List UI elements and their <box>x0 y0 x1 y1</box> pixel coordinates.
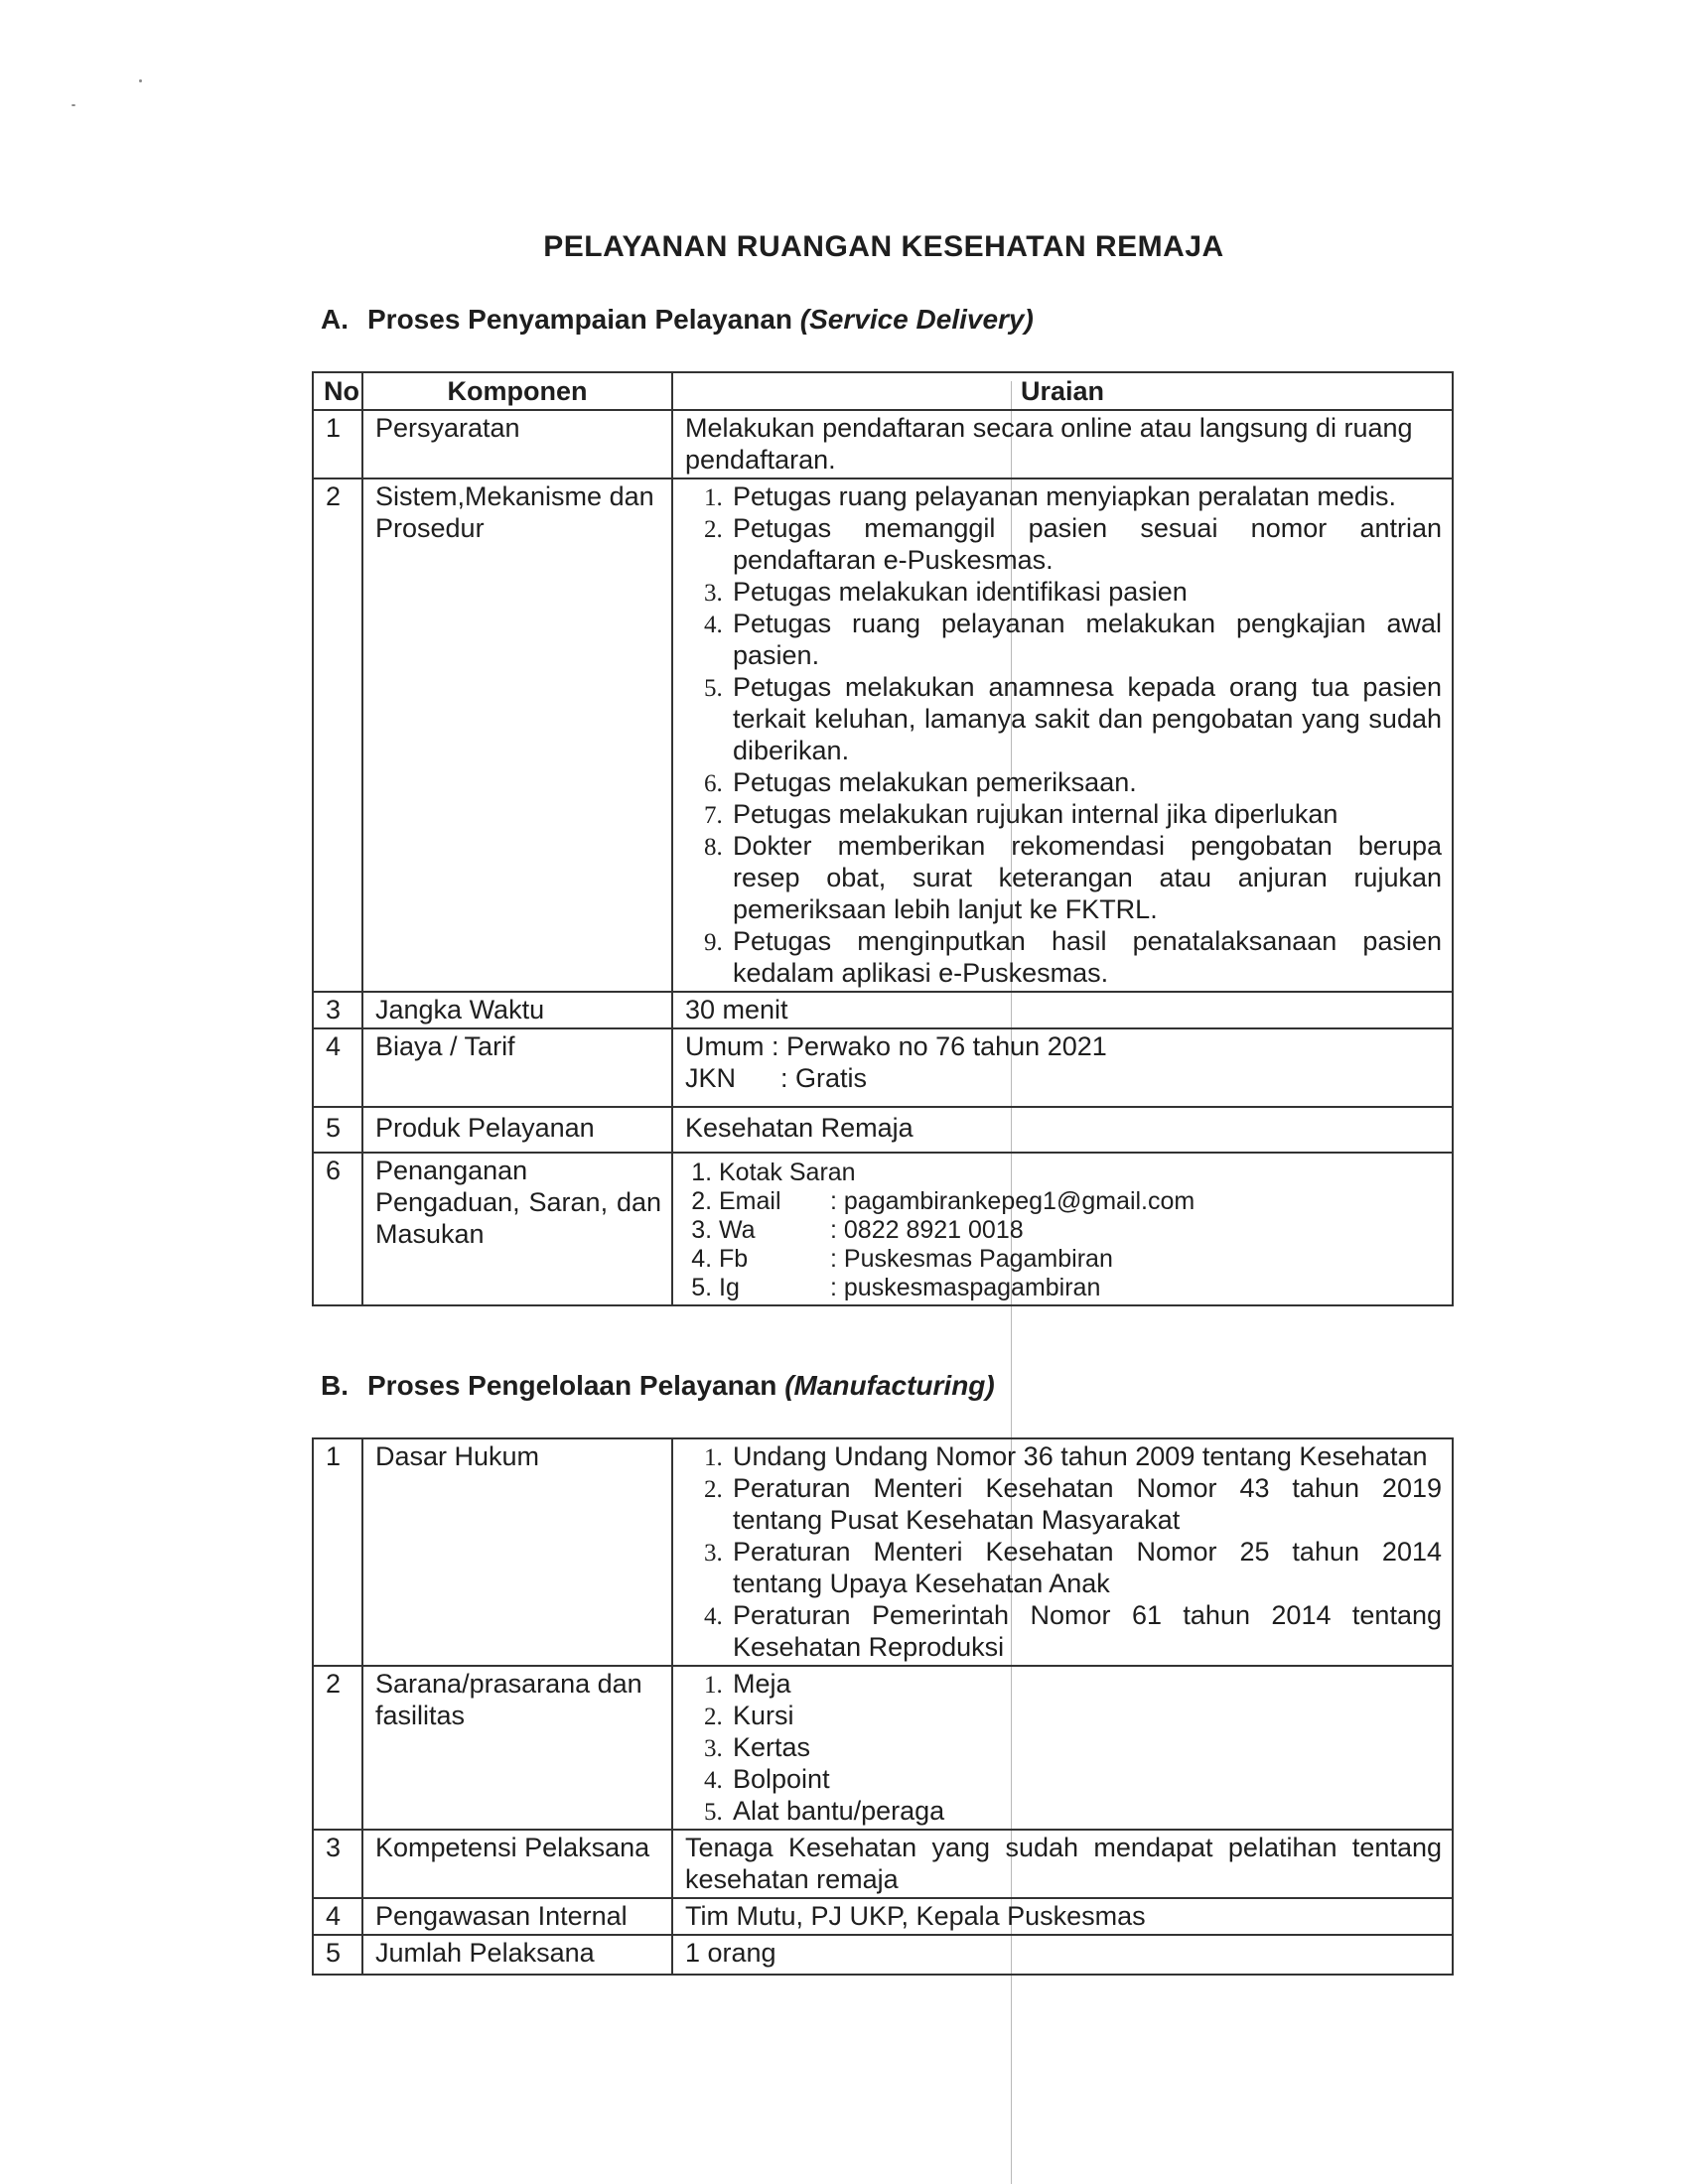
legal-basis-list <box>685 1440 1442 1663</box>
list-item: 4. Bolpoint <box>729 1763 1442 1795</box>
table-row <box>313 1898 1453 1935</box>
list-item: 1. Meja <box>729 1668 1442 1700</box>
table-header-row <box>313 372 1453 410</box>
row-komponen: Penanganan Pengaduan, Saran, dan Masukan <box>362 1153 672 1305</box>
list-item: 5. Petugas melakukan anamnesa kepada orang tua pasien terkait keluhan, lamanya sakit dan pengobatan yang sudah diberikan. <box>729 671 1442 766</box>
column-header-no: No <box>313 372 362 410</box>
row-uraian: Tim Mutu, PJ UKP, Kepala Puskesmas <box>672 1898 1453 1935</box>
row-no: 5 <box>313 1107 362 1153</box>
row-no: 1 <box>313 410 362 478</box>
row-uraian: Tenaga Kesehatan yang sudah mendapat pelatihan tentang kesehatan remaja <box>672 1830 1453 1898</box>
contact-value: : puskesmaspagambiran <box>830 1274 1101 1301</box>
row-komponen: Produk Pelayanan <box>362 1107 672 1153</box>
list-item: 3. Kertas <box>729 1731 1442 1763</box>
table-row <box>313 992 1453 1028</box>
row-no: 5 <box>313 1935 362 1975</box>
contact-value: : 0822 8921 0018 <box>830 1216 1024 1244</box>
list-item: 2. Kursi <box>729 1700 1442 1731</box>
list-item: 7. Petugas melakukan rujukan internal jika diperlukan <box>729 798 1442 830</box>
table-row <box>313 1028 1453 1107</box>
row-uraian <box>672 1438 1453 1666</box>
row-no: 3 <box>313 992 362 1028</box>
list-item: 5. Alat bantu/peraga <box>729 1795 1442 1827</box>
row-no: 4 <box>313 1898 362 1935</box>
list-item: 1. Petugas ruang pelayanan menyiapkan peralatan medis. <box>729 480 1442 512</box>
row-uraian: Kesehatan Remaja <box>672 1107 1453 1153</box>
tarif-line <box>685 1062 1442 1094</box>
row-no: 1 <box>313 1438 362 1666</box>
section-b-letter: B. <box>321 1370 349 1401</box>
list-item: 1. Undang Undang Nomor 36 tahun 2009 tentang Kesehatan <box>729 1440 1442 1472</box>
row-no: 4 <box>313 1028 362 1107</box>
procedure-list <box>685 480 1442 989</box>
row-komponen: Biaya / Tarif <box>362 1028 672 1107</box>
contact-label: Ig <box>719 1274 740 1301</box>
scan-speck <box>71 104 75 106</box>
list-item: 4. Peraturan Pemerintah Nomor 61 tahun 2014 tentang Kesehatan Reproduksi <box>729 1599 1442 1663</box>
table-row <box>313 1666 1453 1830</box>
table-row <box>313 1935 1453 1975</box>
row-uraian <box>672 1028 1453 1107</box>
contact-label: Wa <box>719 1216 756 1244</box>
section-a-heading <box>321 304 1034 336</box>
contact-label: Email <box>719 1187 781 1215</box>
row-komponen: Jumlah Pelaksana <box>362 1935 672 1975</box>
column-header-komponen: Komponen <box>362 372 672 410</box>
row-komponen: Dasar Hukum <box>362 1438 672 1666</box>
row-komponen: Pengawasan Internal <box>362 1898 672 1935</box>
contact-item <box>719 1216 1442 1245</box>
list-item: 2. Petugas memanggil pasien sesuai nomor antrian pendaftaran e-Puskesmas. <box>729 512 1442 576</box>
row-komponen: Persyaratan <box>362 410 672 478</box>
tarif-label: Umum <box>685 1031 765 1061</box>
row-no: 3 <box>313 1830 362 1898</box>
contact-value: : Puskesmas Pagambiran <box>830 1245 1113 1273</box>
row-uraian: 30 menit <box>672 992 1453 1028</box>
row-komponen: Sistem,Mekanisme dan Prosedur <box>362 478 672 992</box>
table-row <box>313 1830 1453 1898</box>
section-b-heading <box>321 1370 995 1402</box>
list-item: 4. Petugas ruang pelayanan melakukan pengkajian awal pasien. <box>729 608 1442 671</box>
section-b-title-italic: (Manufacturing) <box>784 1370 995 1401</box>
section-a-letter: A. <box>321 304 349 335</box>
list-item: 6. Petugas melakukan pemeriksaan. <box>729 766 1442 798</box>
tarif-value: : Perwako no 76 tahun 2021 <box>772 1031 1107 1061</box>
row-uraian <box>672 1153 1453 1305</box>
tarif-value: : Gratis <box>780 1063 868 1093</box>
table-row <box>313 1107 1453 1153</box>
scan-speck <box>139 79 142 82</box>
contact-label: Fb <box>719 1245 749 1273</box>
row-komponen: Sarana/prasarana dan fasilitas <box>362 1666 672 1830</box>
manufacturing-table <box>312 1437 1454 1976</box>
contact-item <box>719 1274 1442 1302</box>
tarif-label: JKN <box>685 1063 737 1093</box>
table-row <box>313 1153 1453 1305</box>
list-item: 9. Petugas menginputkan hasil penatalaksanaan pasien kedalam aplikasi e-Puskesmas. <box>729 925 1442 989</box>
contact-item <box>719 1187 1442 1216</box>
table-row <box>313 478 1453 992</box>
list-item: 8. Dokter memberikan rekomendasi pengobatan berupa resep obat, surat keterangan atau anjuran rujukan pemeriksaan lebih lanjut ke FKTRL. <box>729 830 1442 925</box>
row-uraian <box>672 478 1453 992</box>
contact-list <box>685 1159 1442 1302</box>
row-no: 2 <box>313 1666 362 1830</box>
row-uraian <box>672 1666 1453 1830</box>
page-title: PELAYANAN RUANGAN KESEHATAN REMAJA <box>543 230 1224 263</box>
section-b-title: Proses Pengelolaan Pelayanan <box>367 1370 777 1401</box>
row-komponen: Kompetensi Pelaksana <box>362 1830 672 1898</box>
table-row <box>313 410 1453 478</box>
tarif-line <box>685 1030 1442 1062</box>
facilities-list <box>685 1668 1442 1827</box>
service-delivery-table <box>312 371 1454 1306</box>
contact-value: : pagambirankepeg1@gmail.com <box>830 1187 1196 1215</box>
table-row <box>313 1438 1453 1666</box>
row-uraian: Melakukan pendaftaran secara online atau langsung di ruang pendaftaran. <box>672 410 1453 478</box>
section-a-title: Proses Penyampaian Pelayanan <box>367 304 792 335</box>
row-komponen: Jangka Waktu <box>362 992 672 1028</box>
contact-item <box>719 1159 1442 1187</box>
section-a-title-italic: (Service Delivery) <box>799 304 1034 335</box>
list-item: 3. Peraturan Menteri Kesehatan Nomor 25 tahun 2014 tentang Upaya Kesehatan Anak <box>729 1536 1442 1599</box>
contact-item <box>719 1245 1442 1274</box>
row-no: 6 <box>313 1153 362 1305</box>
row-uraian: 1 orang <box>672 1935 1453 1975</box>
column-header-uraian: Uraian <box>672 372 1453 410</box>
list-item: 2. Peraturan Menteri Kesehatan Nomor 43 tahun 2019 tentang Pusat Kesehatan Masyarakat <box>729 1472 1442 1536</box>
contact-label: Kotak Saran <box>719 1159 856 1186</box>
row-no: 2 <box>313 478 362 992</box>
list-item: 3. Petugas melakukan identifikasi pasien <box>729 576 1442 608</box>
